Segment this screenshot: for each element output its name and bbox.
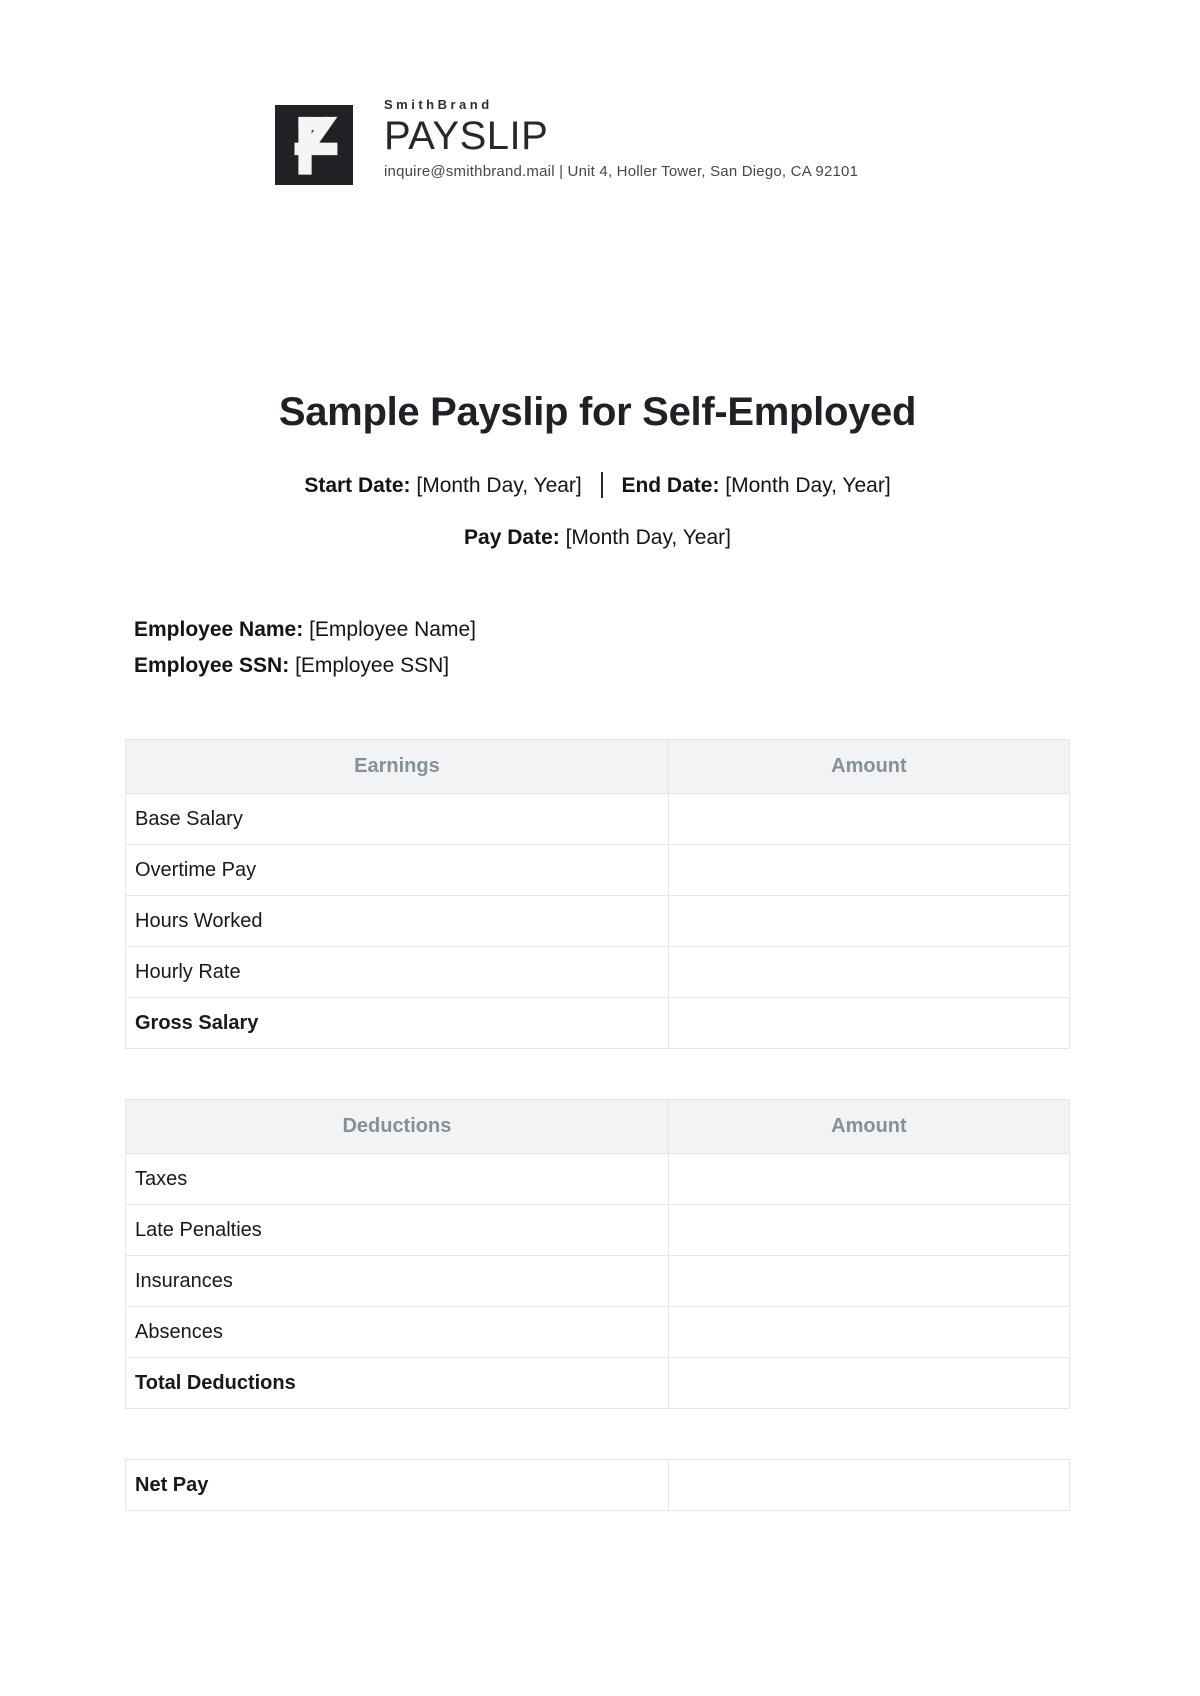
doc-type-title: PAYSLIP [384,114,549,158]
pay-date-label: Pay Date: [464,526,560,549]
row-label-cell: Absences [126,1307,669,1358]
start-date-label: Start Date: [304,474,411,497]
row-label-cell: Overtime Pay [126,845,669,896]
table-row [126,1205,1070,1256]
brand-contact-line: inquire@smithbrand.mail | Unit 4, Holler Tower, San Diego, CA 92101 [384,163,859,180]
row-amount-cell [668,896,1069,947]
employee-ssn-label: Employee SSN: [134,654,290,677]
table-row [126,896,1070,947]
pay-date-line [125,526,1070,550]
row-label-cell: Insurances [126,1256,669,1307]
period-dates-line [125,472,1070,498]
end-date-value: [Month Day, Year] [725,474,891,497]
row-amount-cell [668,845,1069,896]
deductions-header: Deductions [126,1100,669,1154]
pay-date-value: [Month Day, Year] [565,526,731,549]
net-pay-label-cell: Net Pay [126,1460,669,1511]
row-amount-cell [668,1358,1069,1409]
row-label-cell: Gross Salary [126,998,669,1049]
row-amount-cell [668,1256,1069,1307]
end-date-label: End Date: [621,474,720,497]
deductions-amount-header: Amount [668,1100,1069,1154]
row-amount-cell [668,794,1069,845]
net-pay-table [125,1459,1070,1511]
brand-header [275,95,858,185]
earnings-header-row [126,740,1070,794]
earnings-header: Earnings [126,740,669,794]
employee-ssn-value: [Employee SSN] [295,654,450,677]
table-row [126,1154,1070,1205]
brand-logo [275,105,353,185]
table-row [126,845,1070,896]
employee-ssn-line [134,648,476,684]
page-title: Sample Payslip for Self-Employed [278,390,917,434]
start-date-value: [Month Day, Year] [416,474,582,497]
table-row [126,947,1070,998]
row-label-cell: Late Penalties [126,1205,669,1256]
table-row [126,1307,1070,1358]
row-amount-cell [668,998,1069,1049]
row-label-cell: Taxes [126,1154,669,1205]
deductions-table [125,1099,1070,1409]
row-amount-cell [668,1205,1069,1256]
brand-name: SmithBrand [384,97,493,112]
employee-info-block [134,612,476,684]
table-row [126,794,1070,845]
total-deductions-row [126,1358,1070,1409]
date-separator-icon [601,472,603,498]
row-amount-cell [668,1154,1069,1205]
row-label-cell: Total Deductions [126,1358,669,1409]
row-label-cell: Hourly Rate [126,947,669,998]
row-label-cell: Hours Worked [126,896,669,947]
row-label-cell: Base Salary [126,794,669,845]
employee-name-label: Employee Name: [134,618,304,641]
employee-name-value: [Employee Name] [309,618,476,641]
net-pay-row [126,1460,1070,1511]
earnings-amount-header: Amount [668,740,1069,794]
table-row [126,1256,1070,1307]
row-amount-cell [668,947,1069,998]
deductions-header-row [126,1100,1070,1154]
brand-text-block [384,95,858,185]
gross-salary-row [126,998,1070,1049]
employee-name-line [134,612,476,648]
net-pay-amount-cell [668,1460,1069,1511]
row-amount-cell [668,1307,1069,1358]
stylized-f-icon [275,105,353,185]
earnings-table [125,739,1070,1049]
